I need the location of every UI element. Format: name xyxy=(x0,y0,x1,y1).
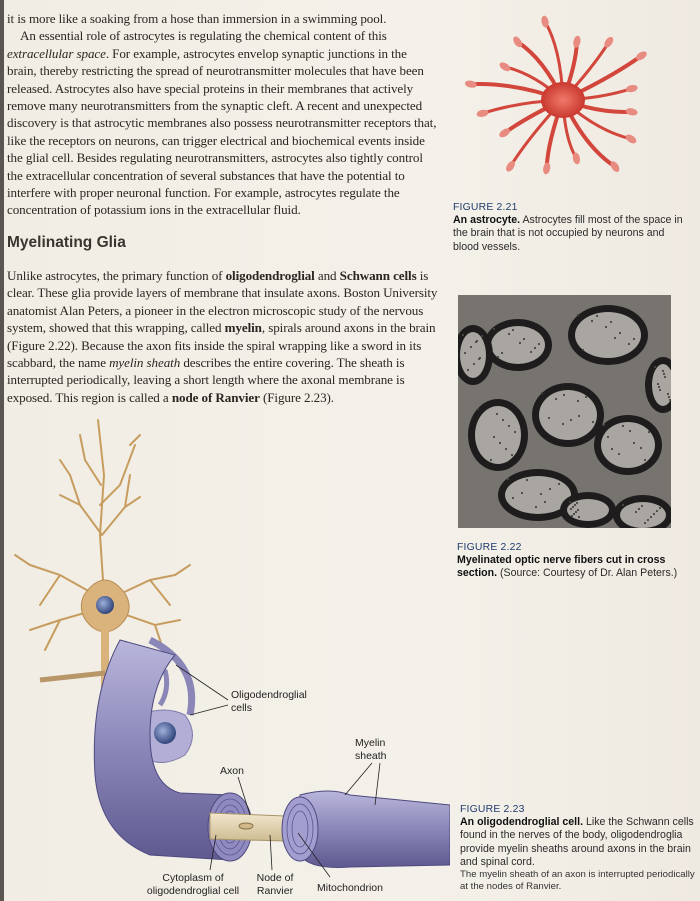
axon-core xyxy=(475,406,521,464)
text-run: Schwann cells xyxy=(339,268,417,283)
text-run: extracellular space xyxy=(7,45,106,61)
figure-subtext: The myelin sheath of an axon is interrupted periodically at the nodes of Ranvier. xyxy=(460,869,695,892)
figure-2-22-caption xyxy=(457,541,692,581)
figure-text: Astrocytes fill most of the space in the brain that is not occupied by neurons and blood vessels. xyxy=(453,214,683,253)
text-run: myelin xyxy=(224,320,262,336)
figure-number: FIGURE 2.22 xyxy=(457,542,522,553)
axon-core xyxy=(601,422,655,468)
figure-title: Myelinated optic nerve fibers cut in cross section. xyxy=(457,554,666,580)
astrocyte-endfoot xyxy=(625,84,638,93)
text-run: describes the entire covering. The sheath is interrupted periodically, leaving a short length where the axonal membrane is exposed. This region is called a xyxy=(7,355,405,405)
paragraph-astrocytes xyxy=(7,10,439,219)
text-run: . For example, astrocytes envelop synaptic junctions in the brain, thereby restricting the spread of neurotransmitter molecules that have been released. Astrocytes also have special proteins in their membranes that actively remove many neurotransmitters from the synaptic cleft. A recent and unexpected discovery is that astrocytic membranes also possess neurotransmitter receptors that, like the receptors on neurons, can trigger electrical and biochemical events inside the glial cell. Besides regulating neurotransmitters, astrocytes also tightly control the extracellular concentration of several substances that have the potential to interfere with proper neuronal function. For example, astrocytes regulate the concentration of potassium ions in the extracellular fluid. xyxy=(7,45,437,218)
text-run: node of Ranvier xyxy=(171,389,260,405)
figure-number: FIGURE 2.23 xyxy=(460,804,525,815)
astrocyte-endfoot xyxy=(625,107,638,116)
figure-text: Like the Schwann cells found in the nerves of the body, oligodendroglia provide myelin sheaths around axons in the brain and spinal cord. xyxy=(460,816,694,868)
label-axon: Axon xyxy=(220,765,244,777)
axon-core xyxy=(567,499,609,521)
figure-title: An astrocyte. xyxy=(453,214,521,227)
axon-core xyxy=(460,332,486,378)
astrocyte-endfoot xyxy=(464,80,477,89)
axon-core xyxy=(491,326,545,364)
label-node-of-ranvier: Node of Ranvier xyxy=(256,872,294,897)
text-run: myelin sheath xyxy=(109,355,181,371)
axon-core xyxy=(539,390,597,440)
figure-2-21-caption xyxy=(453,201,688,254)
label-oligodendroglial-cells: Oligodendroglial cells xyxy=(231,689,307,714)
section-heading: Myelinating Glia xyxy=(7,234,126,251)
figure-title: An oligodendroglial cell. xyxy=(460,816,584,829)
paragraph-myelinating-glia xyxy=(7,267,439,406)
astrocyte-endfoot xyxy=(476,109,489,118)
label-myelin-sheath: Myelin sheath xyxy=(355,737,387,762)
text-run: it is more like a soaking from a hose than immersion in a swimming pool. xyxy=(7,11,387,26)
text-run: and xyxy=(314,268,340,283)
astrocyte-illustration xyxy=(455,8,685,198)
text-run: is clear. These glia provide layers of membrane that insulate axons. Boston University anatomist Alan Peters, a pioneer in the electron microscopic study of the nervous system, showed that this wrapping, called xyxy=(7,268,438,336)
label-cytoplasm: Cytoplasm of oligodendroglial cell xyxy=(146,872,240,897)
axon-core xyxy=(575,312,641,358)
label-mitochondrion: Mitochondrion xyxy=(317,882,383,894)
micrograph-photo xyxy=(458,295,671,528)
figure-2-23-caption xyxy=(460,803,695,892)
text-run: An essential role of astrocytes is regulating the chemical content of this xyxy=(7,28,387,44)
astrocyte-endfoot xyxy=(542,162,551,175)
oligodendroglial-diagram xyxy=(0,415,450,895)
text-run: , spirals around axons in the brain (Figure 2.22). Because the axon fits inside the spiral wrapping like a sword in its scabbard, the name xyxy=(7,320,436,371)
text-run: (Figure 2.23). xyxy=(259,389,334,405)
figure-text: (Source: Courtesy of Dr. Alan Peters.) xyxy=(497,567,678,580)
figure-number: FIGURE 2.21 xyxy=(453,202,518,213)
text-run: oligodendroglial xyxy=(225,268,315,283)
text-run: Unlike astrocytes, the primary function of xyxy=(7,268,226,283)
astrocyte-endfoot xyxy=(572,35,581,48)
